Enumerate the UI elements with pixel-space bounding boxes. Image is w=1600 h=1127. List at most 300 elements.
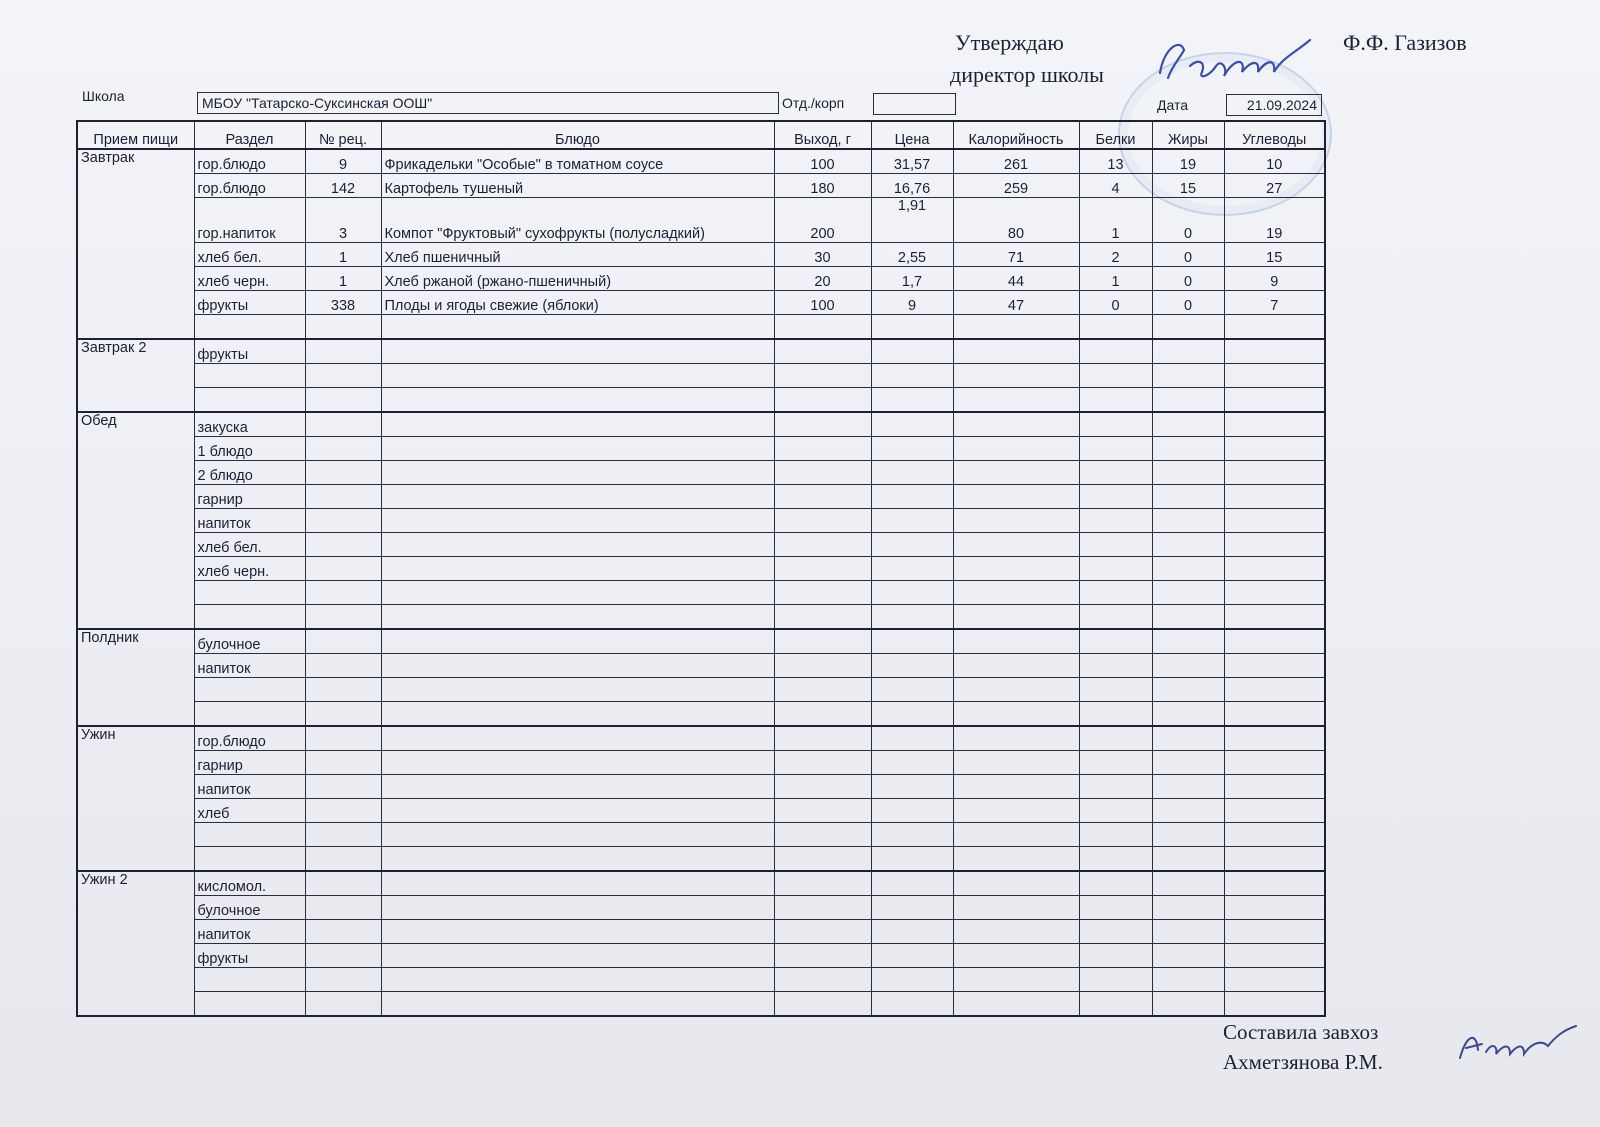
price-cell [871, 920, 953, 944]
carbs-cell: 19 [1224, 198, 1325, 243]
protein-cell [1079, 339, 1152, 364]
yield-cell [774, 461, 871, 485]
calories-cell [953, 702, 1079, 727]
section-cell [194, 581, 305, 605]
section-cell [194, 992, 305, 1017]
calories-cell [953, 461, 1079, 485]
recipe-number-cell [305, 823, 381, 847]
recipe-number-cell [305, 509, 381, 533]
date-field: 21.09.2024 [1226, 94, 1322, 116]
table-row [77, 243, 1325, 267]
fat-cell [1152, 896, 1224, 920]
section-cell: булочное [194, 629, 305, 654]
recipe-number-cell: 1 [305, 243, 381, 267]
yield-cell [774, 339, 871, 364]
calories-cell [953, 581, 1079, 605]
price-cell: 31,57 [871, 149, 953, 174]
recipe-number-cell [305, 461, 381, 485]
price-cell [871, 968, 953, 992]
fat-cell [1152, 388, 1224, 413]
section-cell [194, 605, 305, 630]
table-row [77, 388, 1325, 413]
table-row [77, 437, 1325, 461]
calories-cell [953, 605, 1079, 630]
protein-cell [1079, 702, 1152, 727]
column-header-fat-col: Жиры [1152, 121, 1224, 149]
carbs-cell [1224, 339, 1325, 364]
recipe-number-cell [305, 920, 381, 944]
carbs-cell [1224, 461, 1325, 485]
meal-name: Ужин 2 [77, 871, 194, 1016]
table-row [77, 581, 1325, 605]
dish-name-cell [381, 896, 774, 920]
fat-cell [1152, 364, 1224, 388]
dish-name-cell [381, 702, 774, 727]
dish-name-cell [381, 315, 774, 340]
section-cell: гарнир [194, 751, 305, 775]
yield-cell [774, 920, 871, 944]
yield-cell [774, 726, 871, 751]
carbs-cell [1224, 968, 1325, 992]
yield-cell [774, 678, 871, 702]
yield-cell: 200 [774, 198, 871, 243]
carbs-cell [1224, 823, 1325, 847]
dish-name-cell [381, 992, 774, 1017]
fat-cell [1152, 557, 1224, 581]
protein-cell [1079, 485, 1152, 509]
table-row [77, 364, 1325, 388]
calories-cell [953, 799, 1079, 823]
protein-cell [1079, 315, 1152, 340]
column-header-meal-col: Прием пищи [77, 121, 194, 149]
table-row [77, 291, 1325, 315]
recipe-number-cell: 1 [305, 267, 381, 291]
yield-cell [774, 968, 871, 992]
table-row [77, 920, 1325, 944]
section-cell [194, 315, 305, 340]
yield-cell [774, 871, 871, 896]
fat-cell [1152, 823, 1224, 847]
price-cell: 2,55 [871, 243, 953, 267]
price-cell [871, 533, 953, 557]
dish-name-cell [381, 437, 774, 461]
yield-cell [774, 315, 871, 340]
dept-label: Отд./корп [782, 95, 845, 111]
recipe-number-cell [305, 629, 381, 654]
carbs-cell [1224, 533, 1325, 557]
table-row [77, 339, 1325, 364]
price-cell [871, 823, 953, 847]
calories-cell [953, 315, 1079, 340]
column-header-protein-col: Белки [1079, 121, 1152, 149]
table-row [77, 509, 1325, 533]
table-row [77, 823, 1325, 847]
table-row [77, 968, 1325, 992]
column-header-yield-col: Выход, г [774, 121, 871, 149]
recipe-number-cell [305, 533, 381, 557]
protein-cell [1079, 847, 1152, 872]
column-header-price-col: Цена [871, 121, 953, 149]
table-row [77, 629, 1325, 654]
dish-name-cell: Фрикадельки "Особые" в томатном соусе [381, 149, 774, 174]
table-row [77, 896, 1325, 920]
fat-cell [1152, 654, 1224, 678]
carbs-cell [1224, 605, 1325, 630]
carbs-cell: 15 [1224, 243, 1325, 267]
dish-name-cell [381, 533, 774, 557]
calories-cell: 44 [953, 267, 1079, 291]
yield-cell [774, 533, 871, 557]
protein-cell [1079, 654, 1152, 678]
price-cell: 1,91 [871, 198, 953, 243]
protein-cell [1079, 799, 1152, 823]
yield-cell [774, 437, 871, 461]
yield-cell: 20 [774, 267, 871, 291]
recipe-number-cell [305, 485, 381, 509]
table-header-row [77, 121, 1325, 149]
yield-cell [774, 992, 871, 1017]
dish-name-cell [381, 509, 774, 533]
protein-cell [1079, 871, 1152, 896]
yield-cell: 100 [774, 149, 871, 174]
calories-cell [953, 920, 1079, 944]
fat-cell [1152, 437, 1224, 461]
dish-name-cell [381, 944, 774, 968]
dish-name-cell [381, 799, 774, 823]
calories-cell [953, 871, 1079, 896]
table-row [77, 992, 1325, 1017]
table-row [77, 315, 1325, 340]
meal-name: Полдник [77, 629, 194, 726]
calories-cell [953, 847, 1079, 872]
recipe-number-cell [305, 751, 381, 775]
yield-cell [774, 388, 871, 413]
fat-cell [1152, 944, 1224, 968]
dish-name-cell [381, 871, 774, 896]
carbs-cell: 9 [1224, 267, 1325, 291]
table-row [77, 412, 1325, 437]
carbs-cell [1224, 896, 1325, 920]
calories-cell [953, 726, 1079, 751]
section-cell [194, 823, 305, 847]
yield-cell [774, 412, 871, 437]
calories-cell: 261 [953, 149, 1079, 174]
dish-name-cell [381, 581, 774, 605]
calories-cell [953, 437, 1079, 461]
carbs-cell [1224, 557, 1325, 581]
protein-cell [1079, 678, 1152, 702]
carbs-cell [1224, 678, 1325, 702]
fat-cell [1152, 315, 1224, 340]
price-cell [871, 847, 953, 872]
protein-cell: 13 [1079, 149, 1152, 174]
yield-cell [774, 896, 871, 920]
approval-role: директор школы [950, 62, 1104, 87]
protein-cell [1079, 437, 1152, 461]
yield-cell [774, 847, 871, 872]
fat-cell: 19 [1152, 149, 1224, 174]
protein-cell: 0 [1079, 291, 1152, 315]
protein-cell [1079, 992, 1152, 1017]
section-cell: хлеб черн. [194, 267, 305, 291]
dish-name-cell [381, 847, 774, 872]
calories-cell [953, 388, 1079, 413]
yield-cell [774, 702, 871, 727]
protein-cell [1079, 461, 1152, 485]
carbs-cell [1224, 726, 1325, 751]
recipe-number-cell: 338 [305, 291, 381, 315]
recipe-number-cell [305, 992, 381, 1017]
approval-word: Утверждаю [955, 30, 1064, 55]
section-cell: хлеб [194, 799, 305, 823]
dish-name-cell [381, 726, 774, 751]
recipe-number-cell [305, 702, 381, 727]
calories-cell: 80 [953, 198, 1079, 243]
dish-name-cell [381, 654, 774, 678]
fat-cell [1152, 581, 1224, 605]
calories-cell [953, 533, 1079, 557]
table-row [77, 944, 1325, 968]
calories-cell [953, 509, 1079, 533]
meal-name: Ужин [77, 726, 194, 871]
section-cell: фрукты [194, 944, 305, 968]
calories-cell [953, 485, 1079, 509]
section-cell: фрукты [194, 339, 305, 364]
yield-cell [774, 751, 871, 775]
fat-cell [1152, 461, 1224, 485]
dish-name-cell: Хлеб ржаной (ржано-пшеничный) [381, 267, 774, 291]
section-cell: булочное [194, 896, 305, 920]
dish-name-cell [381, 485, 774, 509]
fat-cell [1152, 920, 1224, 944]
carbs-cell [1224, 992, 1325, 1017]
dish-name-cell [381, 678, 774, 702]
table-row [77, 726, 1325, 751]
dish-name-cell: Плоды и ягоды свежие (яблоки) [381, 291, 774, 315]
yield-cell [774, 485, 871, 509]
school-label: Школа [82, 88, 125, 104]
protein-cell [1079, 629, 1152, 654]
section-cell: 2 блюдо [194, 461, 305, 485]
price-cell [871, 581, 953, 605]
section-cell [194, 678, 305, 702]
fat-cell [1152, 702, 1224, 727]
yield-cell [774, 509, 871, 533]
calories-cell [953, 629, 1079, 654]
price-cell [871, 557, 953, 581]
dept-field [873, 93, 956, 115]
recipe-number-cell: 9 [305, 149, 381, 174]
calories-cell [953, 412, 1079, 437]
protein-cell [1079, 605, 1152, 630]
fat-cell [1152, 412, 1224, 437]
dish-name-cell: Хлеб пшеничный [381, 243, 774, 267]
price-cell [871, 437, 953, 461]
fat-cell: 0 [1152, 243, 1224, 267]
price-cell [871, 799, 953, 823]
fat-cell: 0 [1152, 291, 1224, 315]
protein-cell [1079, 557, 1152, 581]
section-cell [194, 847, 305, 872]
protein-cell: 1 [1079, 198, 1152, 243]
recipe-number-cell: 3 [305, 198, 381, 243]
dish-name-cell [381, 751, 774, 775]
carbs-cell [1224, 751, 1325, 775]
price-cell [871, 605, 953, 630]
section-cell: хлеб бел. [194, 243, 305, 267]
section-cell: хлеб черн. [194, 557, 305, 581]
price-cell [871, 388, 953, 413]
dish-name-cell: Компот "Фруктовый" сухофрукты (полусладкий) [381, 198, 774, 243]
yield-cell [774, 629, 871, 654]
yield-cell [774, 944, 871, 968]
carbs-cell [1224, 871, 1325, 896]
carbs-cell [1224, 388, 1325, 413]
calories-cell: 259 [953, 174, 1079, 198]
yield-cell [774, 364, 871, 388]
recipe-number-cell [305, 871, 381, 896]
price-cell [871, 896, 953, 920]
price-cell [871, 992, 953, 1017]
protein-cell [1079, 896, 1152, 920]
column-header-section-col: Раздел [194, 121, 305, 149]
carbs-cell [1224, 364, 1325, 388]
table-row [77, 751, 1325, 775]
section-cell: гор.напиток [194, 198, 305, 243]
carbs-cell [1224, 485, 1325, 509]
yield-cell [774, 605, 871, 630]
protein-cell [1079, 823, 1152, 847]
fat-cell [1152, 726, 1224, 751]
table-row [77, 702, 1325, 727]
recipe-number-cell [305, 412, 381, 437]
recipe-number-cell: 142 [305, 174, 381, 198]
dish-name-cell [381, 557, 774, 581]
recipe-number-cell [305, 339, 381, 364]
fat-cell [1152, 509, 1224, 533]
recipe-number-cell [305, 605, 381, 630]
recipe-number-cell [305, 364, 381, 388]
yield-cell: 100 [774, 291, 871, 315]
protein-cell [1079, 944, 1152, 968]
dish-name-cell [381, 920, 774, 944]
dish-name-cell [381, 605, 774, 630]
fat-cell [1152, 968, 1224, 992]
section-cell: напиток [194, 509, 305, 533]
protein-cell [1079, 751, 1152, 775]
meal-name: Завтрак [77, 149, 194, 339]
recipe-number-cell [305, 315, 381, 340]
table-row [77, 198, 1325, 243]
table-row [77, 533, 1325, 557]
recipe-number-cell [305, 775, 381, 799]
fat-cell [1152, 678, 1224, 702]
calories-cell [953, 339, 1079, 364]
recipe-number-cell [305, 944, 381, 968]
calories-cell [953, 823, 1079, 847]
section-cell: фрукты [194, 291, 305, 315]
yield-cell: 180 [774, 174, 871, 198]
calories-cell [953, 968, 1079, 992]
fat-cell [1152, 775, 1224, 799]
price-cell [871, 678, 953, 702]
protein-cell [1079, 581, 1152, 605]
dish-name-cell [381, 823, 774, 847]
calories-cell [953, 557, 1079, 581]
recipe-number-cell [305, 968, 381, 992]
yield-cell: 30 [774, 243, 871, 267]
carbs-cell [1224, 581, 1325, 605]
carbs-cell [1224, 847, 1325, 872]
carbs-cell [1224, 702, 1325, 727]
fat-cell [1152, 533, 1224, 557]
table-row [77, 654, 1325, 678]
protein-cell [1079, 509, 1152, 533]
table-row [77, 149, 1325, 174]
director-signature [1150, 28, 1320, 98]
dish-name-cell: Картофель тушеный [381, 174, 774, 198]
section-cell: гор.блюдо [194, 174, 305, 198]
carbs-cell [1224, 799, 1325, 823]
section-cell [194, 364, 305, 388]
price-cell [871, 629, 953, 654]
protein-cell [1079, 388, 1152, 413]
protein-cell [1079, 968, 1152, 992]
fat-cell [1152, 871, 1224, 896]
recipe-number-cell [305, 388, 381, 413]
table-row [77, 775, 1325, 799]
protein-cell [1079, 775, 1152, 799]
school-name-field: МБОУ "Татарско-Суксинская ООШ" [197, 92, 779, 114]
calories-cell [953, 364, 1079, 388]
protein-cell: 2 [1079, 243, 1152, 267]
menu-table [76, 120, 1326, 1017]
carbs-cell: 7 [1224, 291, 1325, 315]
section-cell: напиток [194, 775, 305, 799]
section-cell: напиток [194, 654, 305, 678]
price-cell [871, 775, 953, 799]
table-row [77, 871, 1325, 896]
carbs-cell [1224, 437, 1325, 461]
table-row [77, 799, 1325, 823]
calories-cell [953, 992, 1079, 1017]
meal-name: Обед [77, 412, 194, 629]
column-header-recipe-col: № рец. [305, 121, 381, 149]
price-cell [871, 461, 953, 485]
table-row [77, 267, 1325, 291]
recipe-number-cell [305, 847, 381, 872]
price-cell [871, 871, 953, 896]
dish-name-cell [381, 412, 774, 437]
table-row [77, 847, 1325, 872]
recipe-number-cell [305, 726, 381, 751]
carbs-cell [1224, 509, 1325, 533]
carbs-cell: 10 [1224, 149, 1325, 174]
table-row [77, 605, 1325, 630]
fat-cell [1152, 847, 1224, 872]
fat-cell [1152, 992, 1224, 1017]
fat-cell [1152, 799, 1224, 823]
yield-cell [774, 654, 871, 678]
yield-cell [774, 823, 871, 847]
section-cell [194, 388, 305, 413]
carbs-cell [1224, 654, 1325, 678]
price-cell: 9 [871, 291, 953, 315]
recipe-number-cell [305, 581, 381, 605]
calories-cell [953, 775, 1079, 799]
column-header-dish-col: Блюдо [381, 121, 774, 149]
price-cell [871, 702, 953, 727]
